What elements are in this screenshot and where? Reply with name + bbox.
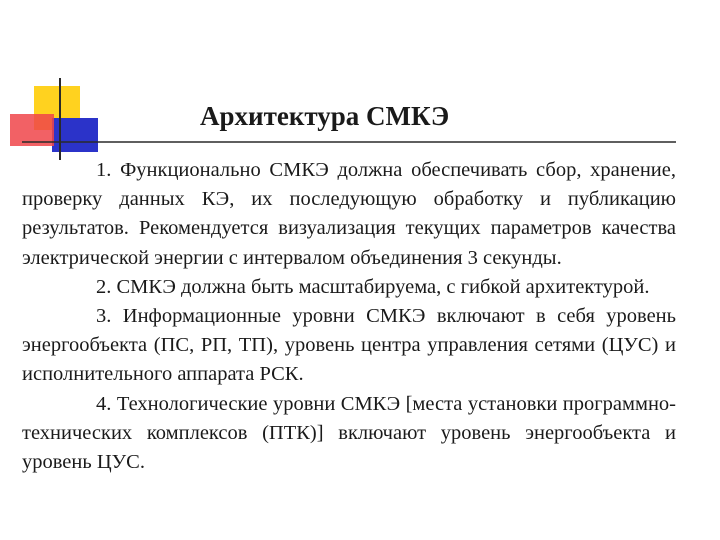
paragraph-4: 4. Технологические уровни СМКЭ [места установки программно-технических комплексов (ПТК)] включают уровень энергообъекта и уровень ЦУС. bbox=[22, 392, 676, 474]
paragraph-3: 3. Информационные уровни СМКЭ включают в себя уровень энергообъекта (ПС, РП, ТП), уровень центра управления сетями (ЦУС) и исполнительного аппарата РСК. bbox=[22, 305, 676, 386]
corner-decoration bbox=[0, 0, 720, 160]
paragraph-2: 2. СМКЭ должна быть масштабируема, с гибкой архитектурой. bbox=[96, 275, 650, 298]
paragraph-1: 1. Функционально СМКЭ должна обеспечивать сбор, хранение, проверку данных КЭ, их последующую обработку и публикацию результатов. Рекомендуется визуализация текущих параметров качества электрической энергии с интервалом объединения 3 секунды. bbox=[22, 159, 676, 269]
blue-square bbox=[52, 118, 98, 152]
red-square bbox=[10, 114, 54, 146]
slide-body bbox=[22, 156, 676, 477]
slide-title: Архитектура СМКЭ bbox=[200, 101, 450, 131]
